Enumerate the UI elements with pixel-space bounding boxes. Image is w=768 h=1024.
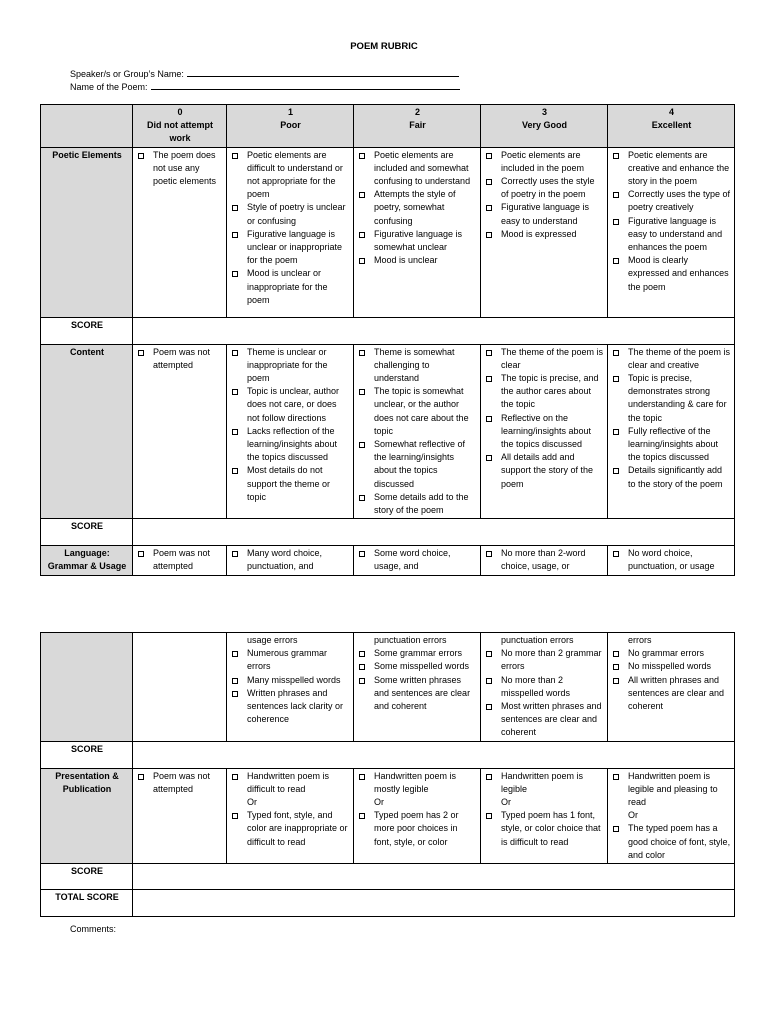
criterion-continued [485, 634, 604, 647]
criterion-text: Fully reflective of the learning/insights about the topics discussed [628, 425, 719, 463]
criterion-item [358, 674, 477, 714]
criteria-list [612, 770, 731, 862]
criterion-item [485, 647, 604, 673]
criterion-text: Poem was not attempted [153, 346, 211, 370]
checkbox-icon[interactable] [486, 704, 492, 710]
checkbox-icon[interactable] [359, 495, 365, 501]
criterion-text: Theme is somewhat challenging to understand [374, 346, 455, 384]
row-presentation [41, 768, 735, 863]
criterion-item [612, 770, 731, 823]
criteria-list [612, 346, 731, 491]
criterion-item [231, 385, 350, 425]
checkbox-icon[interactable] [486, 153, 492, 159]
criteria-list [358, 346, 477, 518]
score-row-presentation [41, 864, 735, 890]
criterion-item [137, 770, 223, 796]
criterion-text: Poem was not attempted [153, 548, 211, 572]
criterion-text: No more than 2 grammar errors [501, 648, 602, 672]
checkbox-icon[interactable] [613, 468, 619, 474]
group-name-field[interactable] [70, 67, 459, 79]
header-label: Poor [280, 120, 301, 131]
rubric-cell-level-3 [481, 344, 608, 519]
criterion-item [231, 547, 350, 573]
rubric-table-part-1 [40, 104, 735, 576]
criterion-text: Style of poetry is unclear or confusing [247, 202, 346, 226]
checkbox-icon[interactable] [486, 678, 492, 684]
criterion-item [485, 346, 604, 372]
criterion-text: Poem was not attempted [153, 770, 211, 794]
checkbox-icon[interactable] [613, 258, 619, 264]
criterion-text: errors [628, 635, 652, 645]
criterion-text: Correctly uses the type of poetry creatively [628, 189, 731, 213]
category-language-continued [41, 633, 133, 742]
row-language-continued [41, 633, 735, 742]
criterion-item [358, 770, 477, 810]
row-poetic-elements [41, 147, 735, 317]
row-language [41, 546, 735, 575]
checkbox-icon[interactable] [359, 813, 365, 819]
criterion-text: The topic is precise, and the author cares about the topic [501, 373, 599, 410]
criteria-list [231, 346, 350, 504]
checkbox-icon[interactable] [613, 664, 619, 670]
rubric-cell-level-2 [354, 344, 481, 519]
criterion-item [137, 346, 223, 372]
checkbox-icon[interactable] [613, 350, 619, 356]
criterion-text: Typed font, style, and color are inappropriate or difficult to read [247, 810, 348, 847]
checkbox-icon[interactable] [486, 651, 492, 657]
checkbox-icon[interactable] [359, 774, 365, 780]
criterion-item [485, 228, 604, 241]
criterion-item [358, 491, 477, 517]
score-label: SCORE [41, 317, 133, 344]
criterion-text: The poem does not use any poetic elements [153, 149, 217, 187]
rubric-cell-level-0 [133, 768, 227, 863]
checkbox-icon[interactable] [138, 153, 144, 159]
criterion-text: Many word choice, punctuation, and [247, 548, 323, 572]
checkbox-icon[interactable] [359, 232, 365, 238]
criterion-text: Poetic elements are included and somewhat confusing to understand [374, 149, 471, 187]
rubric-cell-level-4 [608, 344, 735, 519]
criterion-text: Handwritten poem is mostly legible [374, 770, 457, 794]
criterion-text: Figurative language is somewhat unclear [374, 228, 463, 253]
checkbox-icon[interactable] [613, 219, 619, 225]
criterion-item [231, 770, 350, 810]
criterion-item [358, 228, 477, 254]
rubric-cell-level-2 [354, 546, 481, 575]
checkbox-icon[interactable] [613, 429, 619, 435]
header-num: 0 [177, 107, 183, 117]
rubric-cell-level-3 [481, 633, 608, 742]
checkbox-icon[interactable] [359, 192, 365, 198]
criterion-text: punctuation errors [501, 635, 574, 645]
poem-name-label: Name of the Poem: [70, 82, 148, 92]
criterion-text: Somewhat reflective of the learning/insights about the topics discussed [374, 439, 466, 489]
checkbox-icon[interactable] [486, 350, 492, 356]
criterion-item [137, 149, 223, 189]
criterion-item [485, 809, 604, 849]
criterion-item [485, 674, 604, 700]
header-label: Excellent [651, 120, 692, 131]
header-num: 2 [414, 107, 420, 117]
checkbox-icon[interactable] [232, 153, 238, 159]
rubric-cell-level-4 [608, 768, 735, 863]
checkbox-icon[interactable] [138, 551, 144, 557]
score-label: SCORE [41, 741, 133, 768]
checkbox-icon[interactable] [232, 389, 238, 395]
total-score-input[interactable] [133, 890, 735, 917]
criterion-item [612, 254, 731, 294]
criteria-list [137, 547, 223, 573]
score-label: SCORE [41, 864, 133, 890]
criterion-or-text: Or [501, 797, 511, 808]
score-input-presentation[interactable] [133, 864, 735, 890]
criterion-text: Poetic elements are creative and enhance the story in the poem [628, 149, 730, 187]
checkbox-icon[interactable] [232, 551, 238, 557]
checkbox-icon[interactable] [613, 651, 619, 657]
criterion-text: punctuation errors [374, 635, 447, 645]
criterion-or-text: Or [628, 810, 638, 821]
criterion-item [358, 809, 477, 849]
criterion-text: usage errors [247, 635, 298, 645]
comments-label: Comments: [70, 924, 117, 934]
category-poetic-elements: Poetic Elements [41, 147, 133, 317]
criterion-item [485, 372, 604, 412]
checkbox-icon[interactable] [232, 468, 238, 474]
total-score-row [41, 890, 735, 917]
criterion-item [231, 809, 350, 849]
header-label: Very Good [521, 120, 567, 131]
criterion-text: Mood is clearly expressed and enhances the poem [628, 255, 729, 292]
criteria-list [358, 149, 477, 268]
score-row-content [41, 519, 735, 546]
criterion-item [612, 149, 731, 189]
criterion-text: Poetic elements are difficult to understand or not appropriate for the poem [247, 149, 343, 200]
criterion-text: Reflective on the learning/insights about the topics discussed [501, 412, 592, 450]
checkbox-icon[interactable] [359, 389, 365, 395]
criterion-text: Handwritten poem is difficult to read [247, 770, 330, 794]
criterion-item [612, 674, 731, 714]
criteria-list [231, 547, 350, 573]
criterion-item [612, 346, 731, 372]
rubric-cell-level-4 [608, 633, 735, 742]
checkbox-icon[interactable] [359, 350, 365, 356]
criterion-item [358, 346, 477, 386]
rubric-cell-level-3 [481, 768, 608, 863]
rubric-table-part-2 [40, 632, 735, 917]
criterion-text: Some misspelled words [374, 661, 470, 672]
rubric-cell-level-4 [608, 546, 735, 575]
checkbox-icon[interactable] [232, 271, 238, 277]
criterion-text: The theme of the poem is clear and creative [628, 346, 731, 370]
criteria-list [485, 547, 604, 573]
criteria-list [612, 547, 731, 573]
criterion-text: Numerous grammar errors [247, 648, 328, 672]
category-presentation: Presentation & Publication [41, 768, 133, 863]
criterion-text: Typed poem has 1 font, style, or color choice that is difficult to read [501, 810, 601, 847]
header-label: Fair [409, 120, 426, 131]
criterion-text: Attempts the style of poetry, somewhat confusing [374, 189, 456, 226]
checkbox-icon[interactable] [486, 232, 492, 238]
criterion-item [231, 201, 350, 227]
checkbox-icon[interactable] [613, 153, 619, 159]
criterion-text: Lacks reflection of the learning/insights about the topics discussed [247, 425, 338, 463]
checkbox-icon[interactable] [486, 774, 492, 780]
score-row-poetic [41, 317, 735, 344]
checkbox-icon[interactable] [232, 774, 238, 780]
criterion-item [358, 438, 477, 491]
checkbox-icon[interactable] [613, 551, 619, 557]
criterion-text: Handwritten poem is legible [501, 770, 584, 794]
criterion-item [612, 822, 731, 862]
checkbox-icon[interactable] [232, 429, 238, 435]
criterion-text: Many misspelled words [247, 674, 341, 685]
header-corner [41, 105, 133, 148]
criteria-list [485, 149, 604, 241]
checkbox-icon[interactable] [486, 179, 492, 185]
criteria-list [231, 770, 350, 849]
checkbox-icon[interactable] [359, 651, 365, 657]
header-level-2 [354, 105, 481, 148]
criterion-item [612, 188, 731, 214]
criteria-list [485, 634, 604, 740]
criterion-item [358, 254, 477, 267]
group-name-blank[interactable] [187, 67, 459, 77]
rubric-cell-level-3 [481, 546, 608, 575]
checkbox-icon[interactable] [232, 232, 238, 238]
rubric-cell-level-0 [133, 147, 227, 317]
criterion-text: Topic is unclear, author does not care, or does not follow directions [247, 386, 340, 423]
checkbox-icon[interactable] [613, 678, 619, 684]
criterion-text: Handwritten poem is legible and pleasing to read [628, 770, 718, 808]
poem-name-field[interactable] [70, 80, 460, 92]
page-title: POEM RUBRIC [350, 41, 418, 52]
checkbox-icon[interactable] [359, 664, 365, 670]
criterion-text: Some details add to the story of the poem [374, 491, 469, 516]
criterion-item [231, 687, 350, 727]
criterion-text: Typed poem has 2 or more poor choices in font, style, or color [374, 810, 459, 847]
checkbox-icon[interactable] [613, 826, 619, 832]
checkbox-icon[interactable] [486, 416, 492, 422]
checkbox-icon[interactable] [232, 691, 238, 697]
criterion-item [358, 547, 477, 573]
criterion-text: Figurative language is easy to understand [501, 202, 590, 226]
score-label: SCORE [41, 519, 133, 546]
criterion-item [485, 175, 604, 201]
header-level-4 [608, 105, 735, 148]
criterion-item [485, 451, 604, 491]
checkbox-icon[interactable] [486, 205, 492, 211]
checkbox-icon[interactable] [359, 551, 365, 557]
criterion-text: No more than 2 misspelled words [501, 674, 571, 698]
header-label: Did not attempt work [147, 120, 213, 144]
rubric-cell-level-3 [481, 147, 608, 317]
criterion-item [231, 149, 350, 202]
rubric-cell-level-1 [227, 546, 354, 575]
header-level-1 [227, 105, 354, 148]
criterion-item [612, 372, 731, 425]
checkbox-icon[interactable] [359, 258, 365, 264]
criterion-item [231, 346, 350, 386]
criteria-list [485, 346, 604, 491]
criterion-text: No word choice, punctuation, or usage [628, 548, 715, 572]
criterion-item [358, 385, 477, 438]
criterion-text: The theme of the poem is clear [501, 346, 604, 370]
criterion-item [485, 770, 604, 810]
criterion-text: Figurative language is unclear or inappropriate for the poem [247, 228, 343, 266]
checkbox-icon[interactable] [138, 350, 144, 356]
checkbox-icon[interactable] [232, 350, 238, 356]
criteria-list [231, 149, 350, 307]
criterion-continued [612, 634, 731, 647]
group-name-label: Speaker/s or Group’s Name: [70, 69, 184, 79]
score-input-poetic[interactable] [133, 317, 735, 344]
criterion-item [358, 149, 477, 189]
score-input-language[interactable] [133, 741, 735, 768]
criterion-text: Details significantly add to the story of the poem [628, 465, 723, 489]
criterion-text: Topic is precise, demonstrates strong understanding & care for the topic [628, 373, 727, 423]
criterion-text: Theme is unclear or inappropriate for the poem [247, 346, 328, 384]
checkbox-icon[interactable] [232, 205, 238, 211]
checkbox-icon[interactable] [486, 455, 492, 461]
header-num: 1 [287, 107, 293, 117]
criterion-item [485, 201, 604, 227]
criteria-list [485, 770, 604, 849]
criterion-text: All written phrases and sentences are clear and coherent [628, 674, 725, 712]
criterion-item [231, 464, 350, 504]
criterion-item [231, 674, 350, 687]
rubric-cell-level-1 [227, 344, 354, 519]
criterion-item [358, 188, 477, 228]
criterion-text: Mood is expressed [501, 228, 577, 239]
criterion-text: Some written phrases and sentences are clear and coherent [374, 674, 471, 712]
checkbox-icon[interactable] [613, 192, 619, 198]
total-score-label: TOTAL SCORE [41, 890, 133, 917]
criterion-item [485, 412, 604, 452]
header-row [41, 105, 735, 148]
header-num: 3 [541, 107, 547, 117]
checkbox-icon[interactable] [486, 376, 492, 382]
criterion-item [485, 149, 604, 175]
criterion-item [612, 660, 731, 673]
criterion-item [612, 215, 731, 255]
criterion-item [231, 228, 350, 268]
criterion-or-text: Or [247, 797, 257, 808]
criteria-list [137, 346, 223, 372]
checkbox-icon[interactable] [613, 376, 619, 382]
poem-name-blank[interactable] [151, 80, 460, 90]
criterion-item [231, 647, 350, 673]
criteria-list [231, 634, 350, 726]
rubric-cell-level-0 [133, 633, 227, 742]
criterion-text: Some word choice, usage, and [374, 548, 451, 572]
criteria-list [137, 770, 223, 796]
criterion-item [612, 547, 731, 573]
criterion-continued [358, 634, 477, 647]
criteria-list [358, 547, 477, 573]
criterion-text: All details add and support the story of the poem [501, 452, 594, 489]
checkbox-icon[interactable] [138, 774, 144, 780]
checkbox-icon[interactable] [359, 442, 365, 448]
rubric-cell-level-1 [227, 147, 354, 317]
criterion-text: Most written phrases and sentences are clear and coherent [501, 701, 602, 738]
criterion-text: Poetic elements are included in the poem [501, 149, 585, 173]
rubric-cell-level-1 [227, 633, 354, 742]
category-language: Language: Grammar & Usage [41, 546, 133, 575]
criterion-item [485, 547, 604, 573]
criterion-text: Correctly uses the style of poetry in the poem [501, 176, 595, 200]
row-content [41, 344, 735, 519]
checkbox-icon[interactable] [359, 678, 365, 684]
rubric-cell-level-2 [354, 633, 481, 742]
checkbox-icon[interactable] [486, 551, 492, 557]
checkbox-icon[interactable] [232, 813, 238, 819]
criterion-text: No grammar errors [628, 648, 705, 659]
criteria-list [612, 634, 731, 713]
criterion-text: Figurative language is easy to understand and enhances the poem [628, 215, 723, 253]
checkbox-icon[interactable] [359, 153, 365, 159]
criterion-item [358, 647, 477, 660]
criterion-item [612, 464, 731, 490]
criteria-list [137, 149, 223, 189]
criterion-item [231, 425, 350, 465]
criterion-text: Some grammar errors [374, 648, 463, 659]
criterion-text: No misspelled words [628, 661, 712, 672]
header-num: 4 [668, 107, 674, 117]
criterion-text: Mood is unclear [374, 255, 438, 266]
checkbox-icon[interactable] [232, 678, 238, 684]
rubric-cell-level-2 [354, 768, 481, 863]
criterion-text: No more than 2-word choice, usage, or [501, 548, 586, 572]
criterion-item [485, 700, 604, 740]
criterion-or-text: Or [374, 797, 384, 808]
header-level-3 [481, 105, 608, 148]
criterion-text: Mood is unclear or inappropriate for the poem [247, 268, 328, 305]
criteria-list [612, 149, 731, 294]
criterion-text: The topic is somewhat unclear, or the author does not care about the topic [374, 386, 469, 436]
criterion-item [612, 647, 731, 660]
header-level-0 [133, 105, 227, 148]
rubric-cell-level-0 [133, 344, 227, 519]
criterion-item [358, 660, 477, 673]
criteria-list [358, 634, 477, 713]
checkbox-icon[interactable] [232, 651, 238, 657]
criteria-list [358, 770, 477, 849]
criterion-continued [231, 634, 350, 647]
checkbox-icon[interactable] [486, 813, 492, 819]
rubric-cell-level-4 [608, 147, 735, 317]
score-input-content[interactable] [133, 519, 735, 546]
criterion-text: The typed poem has a good choice of font, style, and color [628, 823, 731, 860]
criterion-item [137, 547, 223, 573]
criterion-item [612, 425, 731, 465]
score-row-language [41, 741, 735, 768]
checkbox-icon[interactable] [613, 774, 619, 780]
category-content: Content [41, 344, 133, 519]
criterion-item [231, 267, 350, 307]
rubric-cell-level-1 [227, 768, 354, 863]
rubric-cell-level-0 [133, 546, 227, 575]
criterion-text: Written phrases and sentences lack clarity or coherence [247, 687, 344, 725]
rubric-cell-level-2 [354, 147, 481, 317]
criterion-text: Most details do not support the theme or topic [247, 465, 331, 502]
